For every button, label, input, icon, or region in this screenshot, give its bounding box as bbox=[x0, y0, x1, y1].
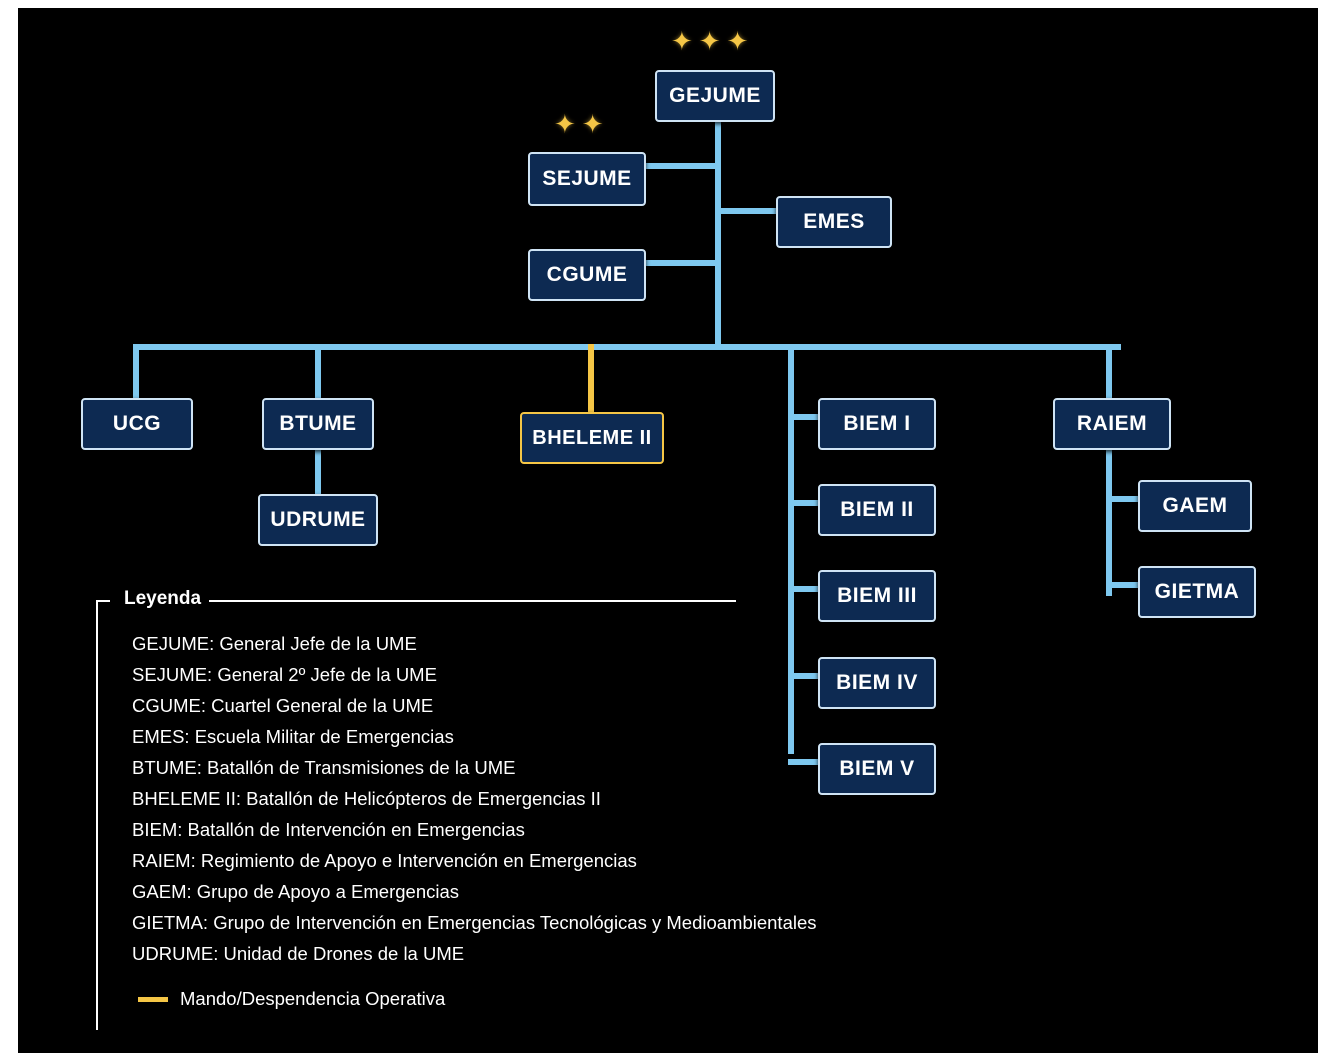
node-biem-i[interactable]: BIEM I bbox=[818, 398, 936, 450]
connector-bus-to-ucg bbox=[133, 344, 139, 404]
connector-raiem-spine bbox=[1106, 450, 1112, 596]
legend-item: UDRUME: Unidad de Drones de la UME bbox=[132, 943, 465, 964]
star-icon: ✦ bbox=[726, 26, 749, 56]
node-emes[interactable]: EMES bbox=[776, 196, 892, 248]
legend-item: BTUME: Batallón de Transmisiones de la UME bbox=[132, 757, 516, 778]
connector-cgume-to-trunk bbox=[644, 260, 721, 266]
operational-line-swatch bbox=[138, 997, 168, 1002]
legend-item: CGUME: Cuartel General de la UME bbox=[132, 695, 434, 716]
connector-raiem-to-gietma bbox=[1106, 582, 1140, 588]
node-biem-iv[interactable]: BIEM IV bbox=[818, 657, 936, 709]
node-ucg[interactable]: UCG bbox=[81, 398, 193, 450]
node-biem-iii[interactable]: BIEM III bbox=[818, 570, 936, 622]
connector-spine-to-biem3 bbox=[788, 586, 820, 592]
connector-trunk-to-emes bbox=[715, 208, 779, 214]
legend-item: GIETMA: Grupo de Intervención en Emergencias Tecnológicas y Medioambientales bbox=[132, 912, 817, 933]
star-icon: ✦ bbox=[581, 109, 604, 139]
legend-list bbox=[132, 628, 817, 969]
node-gaem[interactable]: GAEM bbox=[1138, 480, 1252, 532]
star-icon: ✦ bbox=[698, 26, 721, 56]
legend-border-corner bbox=[96, 600, 110, 602]
connector-spine-to-biem2 bbox=[788, 500, 820, 506]
legend-item: BHELEME II: Batallón de Helicópteros de Emergencias II bbox=[132, 788, 601, 809]
node-cgume[interactable]: CGUME bbox=[528, 249, 646, 301]
node-udrume[interactable]: UDRUME bbox=[258, 494, 378, 546]
legend-title: Leyenda bbox=[124, 588, 209, 610]
legend-item: RAIEM: Regimiento de Apoyo e Intervención en Emergencias bbox=[132, 850, 637, 871]
connector-bus-to-bheleme bbox=[588, 344, 594, 419]
node-raiem[interactable]: RAIEM bbox=[1053, 398, 1171, 450]
node-sejume[interactable]: SEJUME bbox=[528, 152, 646, 206]
connector-sejume-to-trunk bbox=[644, 163, 721, 169]
legend-border-left bbox=[96, 600, 98, 1030]
legend-key-label: Mando/Despendencia Operativa bbox=[180, 988, 446, 1009]
gejume-stars bbox=[671, 28, 748, 54]
legend-item: SEJUME: General 2º Jefe de la UME bbox=[132, 664, 437, 685]
legend-item: BIEM: Batallón de Intervención en Emergencias bbox=[132, 819, 525, 840]
connector-spine-to-biem1 bbox=[788, 414, 820, 420]
connector-main-bus bbox=[133, 344, 1121, 350]
star-icon: ✦ bbox=[554, 109, 576, 139]
node-biem-v[interactable]: BIEM V bbox=[818, 743, 936, 795]
legend-item: EMES: Escuela Militar de Emergencias bbox=[132, 726, 454, 747]
connector-bus-to-raiem bbox=[1106, 344, 1112, 404]
sejume-stars bbox=[554, 111, 604, 137]
connector-bus-to-btume bbox=[315, 344, 321, 404]
star-icon: ✦ bbox=[671, 26, 693, 56]
connector-raiem-to-gaem bbox=[1106, 496, 1140, 502]
legend-item: GEJUME: General Jefe de la UME bbox=[132, 633, 417, 654]
legend-border-top bbox=[124, 600, 736, 602]
connector-gejume-trunk bbox=[715, 120, 721, 350]
node-btume[interactable]: BTUME bbox=[262, 398, 374, 450]
node-biem-ii[interactable]: BIEM II bbox=[818, 484, 936, 536]
node-gietma[interactable]: GIETMA bbox=[1138, 566, 1256, 618]
legend-item: GAEM: Grupo de Apoyo a Emergencias bbox=[132, 881, 460, 902]
diagram-stage bbox=[18, 8, 1318, 1053]
legend-key bbox=[138, 988, 445, 1010]
node-bheleme-ii[interactable]: BHELEME II bbox=[520, 412, 664, 464]
node-gejume[interactable]: GEJUME bbox=[655, 70, 775, 122]
